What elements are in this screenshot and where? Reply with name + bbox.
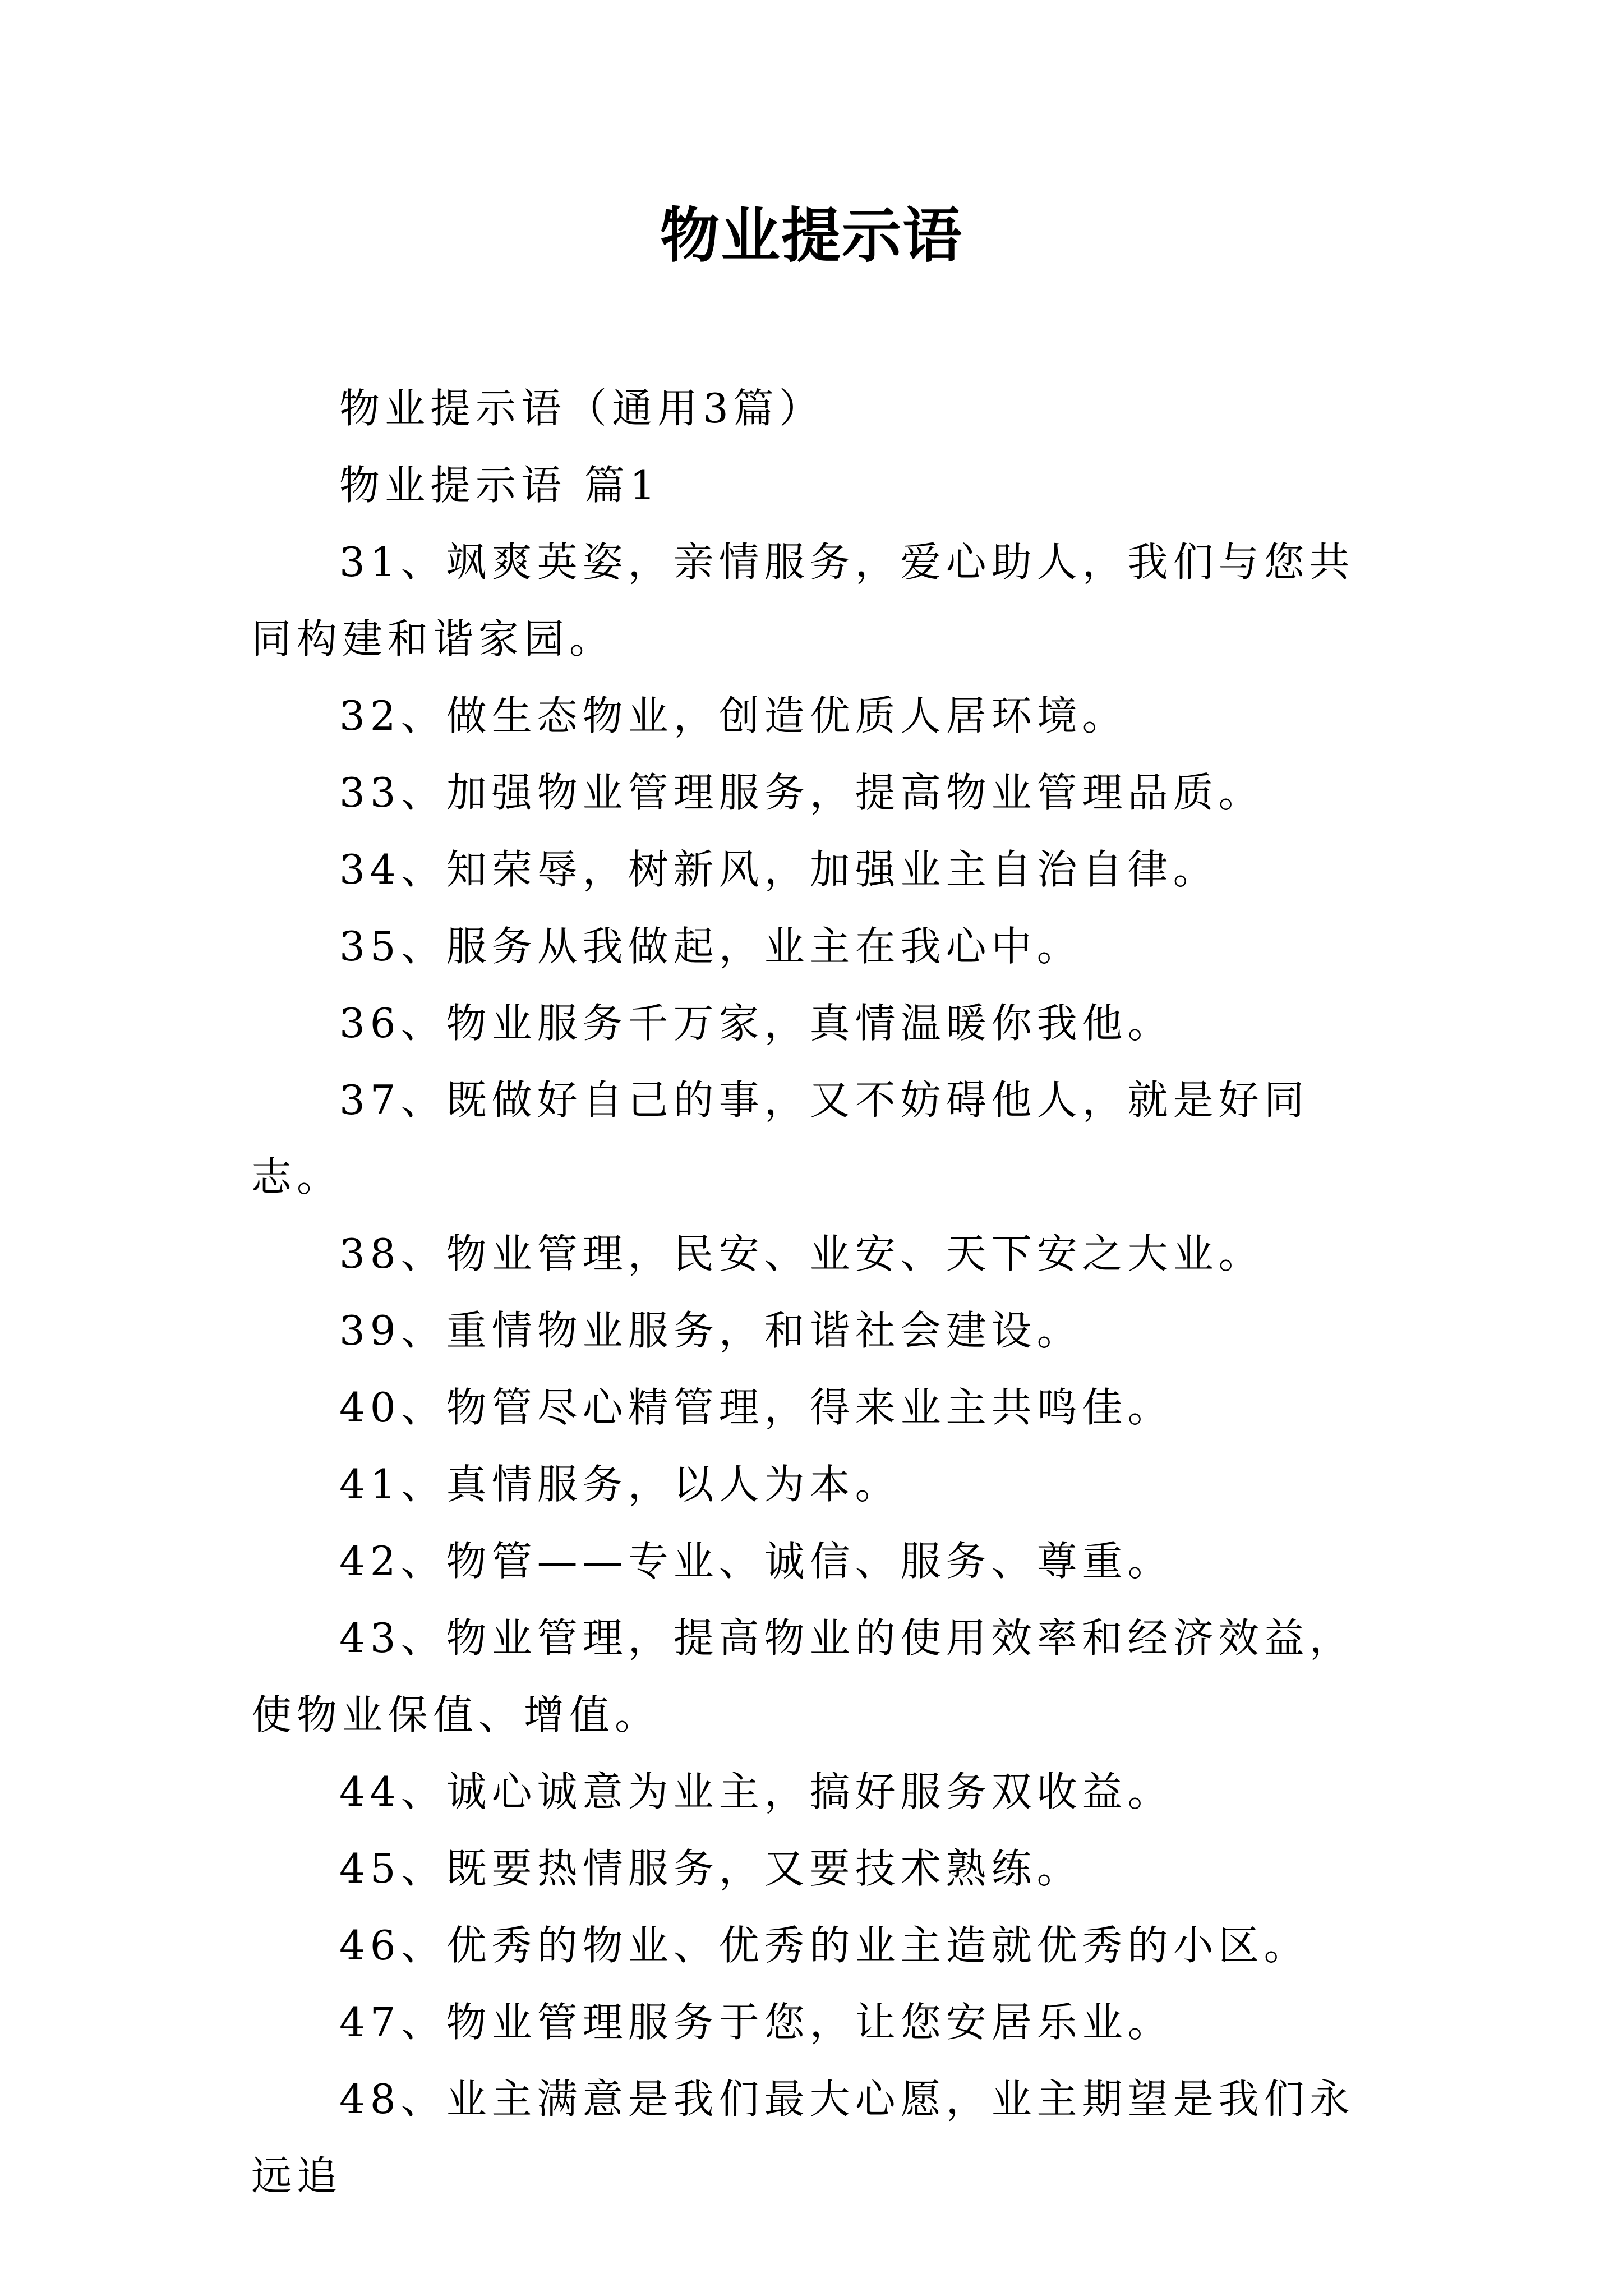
- document-title: 物业提示语: [660, 200, 963, 270]
- paragraph-item: 36、物业服务千万家，真情温暖你我他。: [339, 1000, 1173, 1047]
- paragraph-item: 37、既做好自己的事，又不妨碍他人，就是好同志。: [251, 1076, 1310, 1200]
- paragraph-item: 41、真情服务，以人为本。: [339, 1461, 901, 1508]
- paragraph-item: 39、重情物业服务，和谐社会建设。: [339, 1307, 1082, 1354]
- paragraph-item: 45、既要热情服务，又要技术熟练。: [339, 1845, 1082, 1892]
- paragraph-item: 33、加强物业管理服务，提高物业管理品质。: [339, 769, 1264, 816]
- document-body: [251, 370, 1387, 2215]
- paragraph-subtitle: 物业提示语（通用3篇）: [339, 385, 824, 432]
- paragraph-item: 40、物管尽心精管理，得来业主共鸣佳。: [339, 1384, 1173, 1431]
- paragraph-item: 47、物业管理服务于您，让您安居乐业。: [339, 1999, 1173, 2046]
- paragraph-item: 42、物管——专业、诚信、服务、尊重。: [339, 1538, 1173, 1585]
- paragraph-item: 43、物业管理，提高物业的使用效率和经济效益，使物业保值、增值。: [251, 1614, 1355, 1738]
- paragraph-item: 31、飒爽英姿，亲情服务，爱心助人，我们与您共同构建和谐家园。: [251, 539, 1355, 662]
- paragraph-section-heading: 物业提示语 篇1: [339, 462, 661, 509]
- paragraph-item: 48、业主满意是我们最大心愿，业主期望是我们永远追: [251, 2076, 1355, 2200]
- paragraph-item: 38、物业管理，民安、业安、天下安之大业。: [339, 1230, 1264, 1277]
- paragraph-item: 34、知荣辱，树新风，加强业主自治自律。: [339, 846, 1219, 893]
- paragraph-item: 46、优秀的物业、优秀的业主造就优秀的小区。: [339, 1922, 1310, 1969]
- paragraph-item: 32、做生态物业，创造优质人居环境。: [339, 692, 1128, 739]
- paragraph-item: 35、服务从我做起，业主在我心中。: [339, 923, 1082, 970]
- paragraph-item: 44、诚心诚意为业主，搞好服务双收益。: [339, 1768, 1173, 1815]
